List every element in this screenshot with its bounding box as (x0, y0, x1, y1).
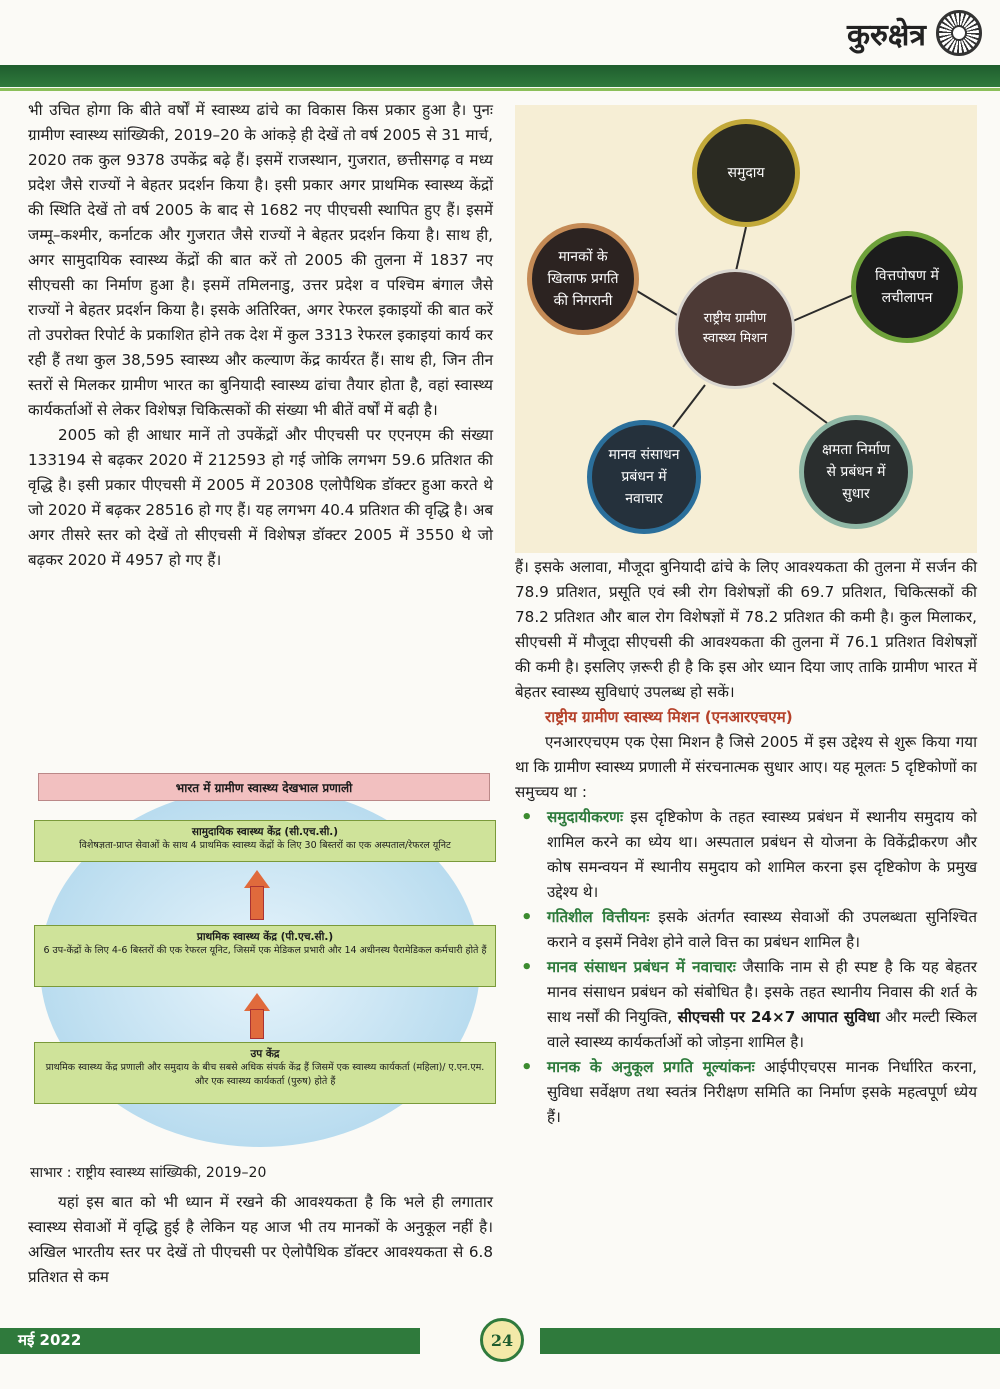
bullet-item (515, 955, 977, 1055)
level-desc: विशेषज्ञता-प्राप्त सेवाओं के साथ 4 प्राथमिक स्वास्थ्य केंद्रों के लिए 30 बिस्तरों का एक अस्पताल/रेफरल यूनिट (79, 840, 451, 851)
paragraph: भी उचित होगा कि बीते वर्षों में स्वास्थ्य ढांचे का विकास किस प्रकार हुआ है। पुनः ग्रामीण स्वास्थ्य सांख्यिकी, 2019–20 के आंकड़े ही देखें तो वर्ष 2005 से 31 मार्च, 2020 तक कुल 9378 उपकेंद्र बढ़े हैं। इसमें राजस्थान, गुजरात, छत्तीसगढ़ व मध्य प्रदेश जैसे राज्यों ने बेहतर प्रदर्शन किया है। इसी प्रकार अगर प्राथमिक स्वास्थ्य केंद्रों की स्थिति देखें तो वर्ष 2005 के बाद से 1682 नए पीएचसी स्थापित हुए हैं। इसमें जम्मू–कश्मीर, कर्नाटक और गुजरात जैसे राज्यों ने बेहतर प्रदर्शन किया है। साथ ही, अगर सामुदायिक स्वास्थ्य केंद्रों की बात करें तो 2005 की तुलना में 1837 नए सीएचसी का निर्माण हुआ है। इसमें तमिलनाडु, उत्तर प्रदेश व पश्चिम बंगाल जैसे राज्यों ने बेहतर प्रदर्शन किया है। इसके अतिरिक्त, अगर रेफरल इकाइयों की बात करें तो उपरोक्त रिपोर्ट के प्रकाशित होने तक देश में कुल 3313 रेफरल इकाइयां कार्य कर रही हैं तथा कुल 38,595 स्वास्थ्य और कल्याण केंद्र कार्यरत हैं। साथ ही, जिन तीन स्तरों से मिलकर ग्रामीण भारत का बुनियादी स्वास्थ्य ढांचा तैयार होता है, वहां स्वास्थ्य कार्यकर्ताओं से लेकर विशेषज्ञ चिकित्सकों की संख्या भी बीतें वर्षों में बढ़ी है। (28, 101, 493, 419)
page-number: 24 (480, 1318, 524, 1362)
bullet-emphasis: सीएचसी पर 24×7 आपात सुविधा (677, 1008, 880, 1026)
figure-level-subcentre (34, 1042, 496, 1104)
paragraph: यहां इस बात को भी ध्यान में रखने की आवश्यकता है कि भले ही लगातार स्वास्थ्य सेवाओं में वृद्धि हुई है लेकिन यह आज भी तय मानकों के अनुकूल नहीं है। अखिल भारतीय स्तर पर देखें तो पीएचसी पर ऐलोपैथिक डॉक्टर आवश्यकता से 6.8 प्रतिशत से कम (28, 1193, 493, 1286)
bullet-term: मानव संसाधन प्रबंधन में नवाचारः (547, 958, 736, 976)
footer-band (540, 1328, 1000, 1354)
left-column-continued (28, 1190, 493, 1290)
level-name: उप केंद्र (250, 1048, 280, 1060)
diagram-node-financing: वित्तपोषण में लचीलापन (851, 231, 963, 343)
level-name: सामुदायिक स्वास्थ्य केंद्र (सी.एच.सी.) (191, 826, 339, 838)
rural-healthcare-figure (30, 765, 500, 1155)
diagram-node-capacity: क्षमता निर्माण से प्रबंधन में सुधार (799, 415, 913, 529)
figure-level-chc (34, 820, 496, 862)
masthead (847, 10, 982, 56)
figure-source: साभार : राष्ट्रीय स्वास्थ्य सांख्यिकी, 2019–20 (30, 1165, 267, 1181)
bullet-term: गतिशील वित्तीयनः (547, 908, 650, 926)
paragraph: एनआरएचएम एक ऐसा मिशन है जिसे 2005 में इस उद्देश्य से शुरू किया गया था कि ग्रामीण स्वास्थ्य प्रणाली में संरचनात्मक सुधार आए। यह मूलतः 5 दृष्टिकोणों का समुच्चय था : (515, 733, 977, 801)
chakra-logo-icon (936, 10, 982, 56)
level-desc: 6 उप-केंद्रों के लिए 4-6 बिस्तरों की एक रेफरल यूनिट, जिसमें एक मेडिकल प्रभारी और 14 अधीनस्थ पैरामेडिकल कर्मचारी होते हैं (43, 945, 487, 956)
diagram-center-node: राष्ट्रीय ग्रामीण स्वास्थ्य मिशन (675, 269, 795, 389)
bullet-text: जैसाकि नाम से ही स्पष्ट है कि यह बेहतर मानव संसाधन प्रबंधन को संबोधित है। इसके तहत स्थानीय निवास की शर्त के साथ नर्सों की नियुक्ति, (547, 958, 977, 1026)
left-column (28, 98, 493, 573)
bullet-icon: • (521, 957, 533, 978)
up-arrow-icon (244, 993, 270, 1038)
issue-date: मई 2022 (18, 1331, 82, 1349)
paragraph: हैं। इसके अलावा, मौजूदा बुनियादी ढांचे के लिए आवश्यकता की तुलना में सर्जन की 78.9 प्रतिशत, प्रसूति एवं स्त्री रोग विशेषज्ञों की 69.7 प्रतिशत, चिकित्सकों की 78.2 प्रतिशत और बाल रोग विशेषज्ञों में 78.2 प्रतिशत की कमी है। कुल मिलाकर, सीएचसी में मौजूदा सीएचसी की आवश्यकता की तुलना में 76.1 प्रतिशत विशेषज्ञों की कमी है। इसलिए ज़रूरी ही है कि इस ओर ध्यान दिया जाए ताकि ग्रामीण भारत में बेहतर स्वास्थ्य सुविधाएं उपलब्ध हो सकें। (515, 558, 977, 701)
figure-level-phc (34, 925, 496, 987)
magazine-title: कुरुक्षेत्र (846, 17, 926, 53)
bullet-text: और मल्टी स्किल वाले स्वास्थ्य कार्यकर्ताओं को जोड़ना शामिल है। (547, 1008, 978, 1051)
paragraph: 2005 को ही आधार मानें तो उपकेंद्रों और पीएचसी पर एएनएम की संख्या 133194 से बढ़कर 2020 में 212593 हो गई जोकि लगभग 59.6 प्रतिशत की वृद्धि है। इसी प्रकार पीएचसी में 2005 में 20308 एलोपैथिक डॉक्टर हुआ करते थे जो 2020 में बढ़कर 28516 हो गए हैं। यह लगभग 40.4 प्रतिशत की वृद्धि है। अब अगर तीसरे स्तर को देखें तो सीएचसी में विशेषज्ञ डॉक्टर 2005 में 3550 थे जो बढ़कर 2020 में 4957 हो गए हैं। (28, 426, 493, 569)
bullet-icon: • (521, 907, 533, 928)
bullet-term: समुदायीकरणः (547, 808, 624, 826)
diagram-node-hr-innovation: मानव संसाधन प्रबंधन में नवाचार (587, 420, 701, 534)
bullet-text: इसके अंतर्गत स्वास्थ्य सेवाओं की उपलब्धता सुनिश्चित कराने व इसमें निवेश होने वाले वित्त का प्रबंधन शामिल है। (547, 908, 977, 951)
bullet-term: मानक के अनुकूल प्रगति मूल्यांकनः (547, 1058, 755, 1076)
section-heading: राष्ट्रीय ग्रामीण स्वास्थ्य मिशन (एनआरएचएम) (545, 708, 793, 726)
bullet-icon: • (521, 1057, 533, 1078)
level-name: प्राथमिक स्वास्थ्य केंद्र (पी.एच.सी.) (196, 931, 334, 943)
up-arrow-icon (244, 870, 270, 920)
diagram-node-community: समुदाय (692, 119, 800, 227)
bullet-item (515, 1055, 977, 1130)
bullet-text: आईपीएचएस मानक निर्धारित करना, सुविधा सर्वेक्षण तथा स्वतंत्र निरीक्षण समिति का निर्माण इसके महत्वपूर्ण ध्येय हैं। (547, 1058, 978, 1126)
header-rule (0, 65, 1000, 87)
diagram-node-monitoring: मानकों के खिलाफ प्रगति की निगरानी (527, 223, 639, 335)
level-desc: प्राथमिक स्वास्थ्य केंद्र प्रणाली और समुदाय के बीच सबसे अधिक संपर्क केंद्र हैं जिसमें एक स्वास्थ्य कार्यकर्ता (महिला)/ ए.एन.एम. और एक स्वास्थ्य कार्यकर्ता (पुरुष) होते हैं (45, 1062, 485, 1087)
bullet-item (515, 905, 977, 955)
bullet-text: इस दृष्टिकोण के तहत स्वास्थ्य प्रबंधन में स्थानीय समुदाय को शामिल करने का ध्येय था। अस्पताल प्रबंधन से योजना के विकेंद्रीकरण और कोष समन्वयन में स्थानीय समुदाय को शामिल करना इस दृष्टिकोण के प्रमुख उद्देश्य थे। (547, 808, 977, 901)
bullet-item (515, 805, 977, 905)
figure-title: भारत में ग्रामीण स्वास्थ्य देखभाल प्रणाली (38, 773, 490, 801)
bullet-icon: • (521, 807, 533, 828)
mission-diagram (515, 105, 977, 553)
right-column (515, 555, 977, 1130)
